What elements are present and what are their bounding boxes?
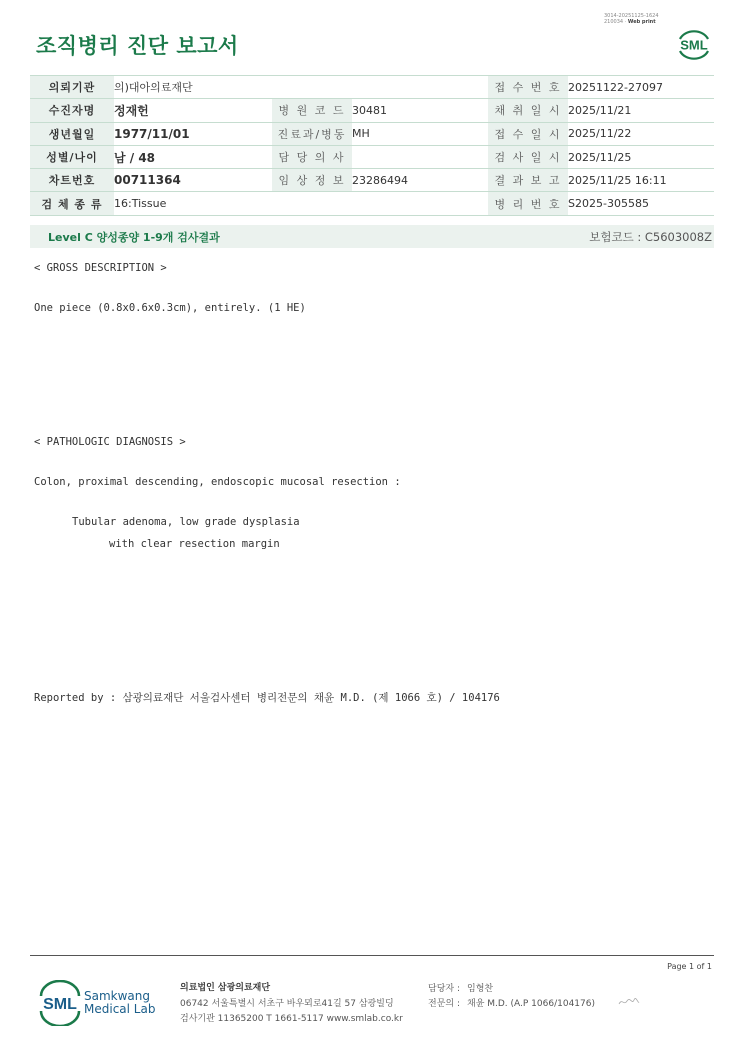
info-label: 의뢰기관	[30, 76, 114, 99]
info-value: 2025/11/25 16:11	[568, 169, 714, 192]
insurance-code: 보험코드 : C5603008Z	[589, 230, 712, 244]
info-value: 1977/11/01	[114, 122, 272, 145]
gross-header: < GROSS DESCRIPTION >	[34, 262, 167, 274]
info-label: 접 수 일 시	[488, 122, 568, 145]
footer-org-name: 의료법인 삼광의료재단	[180, 983, 271, 993]
info-label: 검 사 일 시	[488, 145, 568, 168]
specialist-name: 채윤 M.D. (A.P 1066/104176)	[467, 999, 595, 1009]
info-value: S2025-305585	[568, 192, 714, 215]
info-label: 차트번호	[30, 169, 114, 192]
info-label: 수진자명	[30, 99, 114, 122]
report-title: 조직병리 진단 보고서	[36, 34, 239, 58]
diagnosis-result: Tubular adenoma, low grade dysplasia	[72, 516, 300, 528]
info-row	[30, 122, 714, 145]
footer-address: 06742 서울특별시 서초구 바우뫼로41길 57 삼광빌딩	[180, 999, 394, 1009]
specialist-label: 전문의 :	[428, 999, 460, 1009]
patient-info-table	[30, 75, 714, 216]
info-value: 20251122-27097	[568, 76, 714, 99]
info-row	[30, 145, 714, 168]
info-value: 2025/11/21	[568, 99, 714, 122]
info-label: 접 수 번 호	[488, 76, 568, 99]
sml-footer-logo-icon	[36, 980, 84, 1026]
logo-bottom-text: SML	[43, 996, 77, 1013]
page-number: Page 1 of 1	[667, 962, 712, 971]
info-value: MH	[352, 122, 488, 145]
info-label: 병 리 번 호	[488, 192, 568, 215]
info-label: 결 과 보 고	[488, 169, 568, 192]
info-value: 30481	[352, 99, 488, 122]
info-label: 채 취 일 시	[488, 99, 568, 122]
info-value: 00711364	[114, 169, 272, 192]
info-value: 정재헌	[114, 99, 272, 122]
info-value	[352, 145, 488, 168]
wordmark-line2: Medical Lab	[84, 1002, 156, 1016]
logo-top-text: SML	[680, 37, 708, 53]
info-row	[30, 99, 714, 122]
diagnosis-site: Colon, proximal descending, endoscopic mucosal resection :	[34, 476, 401, 488]
manager-label: 담당자 :	[428, 984, 460, 994]
info-value: 2025/11/25	[568, 145, 714, 168]
info-label	[272, 192, 352, 215]
diagnosis-header: < PATHOLOGIC DIAGNOSIS >	[34, 436, 186, 448]
gross-text: One piece (0.8x0.6x0.3cm), entirely. (1 HE)	[34, 302, 306, 314]
level-label: Level C 양성종양 1-9개 검사결과	[48, 231, 220, 244]
manager-name: 임형찬	[467, 984, 494, 994]
info-label: 생년월일	[30, 122, 114, 145]
samkwang-wordmark	[84, 990, 155, 1016]
info-label: 검 체 종 류	[30, 192, 114, 215]
wordmark-line1: Samkwang	[84, 989, 150, 1003]
reported-by: Reported by : 삼광의료재단 서울검사센터 병리전문의 채윤 M.D. (제 1066 호) / 104176	[34, 692, 500, 704]
print-code-line2: 210034	[604, 19, 624, 25]
info-value	[352, 192, 488, 215]
print-label: Web print	[627, 19, 656, 25]
info-label: 담 당 의 사	[272, 145, 352, 168]
info-value: 남 / 48	[114, 145, 272, 168]
info-row	[30, 169, 714, 192]
info-row	[30, 192, 714, 215]
info-value: 의)대아의료재단	[114, 76, 272, 99]
signature-icon	[618, 996, 640, 1008]
info-label: 진료과/병동	[272, 122, 352, 145]
info-value	[352, 76, 488, 99]
info-label: 병 원 코 드	[272, 99, 352, 122]
footer-contact: 검사기관 11365200 T 1661-5117 www.smlab.co.kr	[180, 1014, 403, 1024]
info-value: 16:Tissue	[114, 192, 272, 215]
print-code-line1: 3014-20251125-1624	[604, 13, 659, 19]
info-value: 23286494	[352, 169, 488, 192]
info-row	[30, 76, 714, 99]
sml-logo-icon	[674, 26, 714, 62]
footer-divider	[30, 955, 714, 956]
info-label: 임 상 정 보	[272, 169, 352, 192]
info-label: 성별/나이	[30, 145, 114, 168]
print-code: 3014-20251125-1624 210034 · Web print	[604, 13, 659, 25]
info-value: 2025/11/22	[568, 122, 714, 145]
info-label	[272, 76, 352, 99]
diagnosis-margin: with clear resection margin	[109, 538, 280, 550]
